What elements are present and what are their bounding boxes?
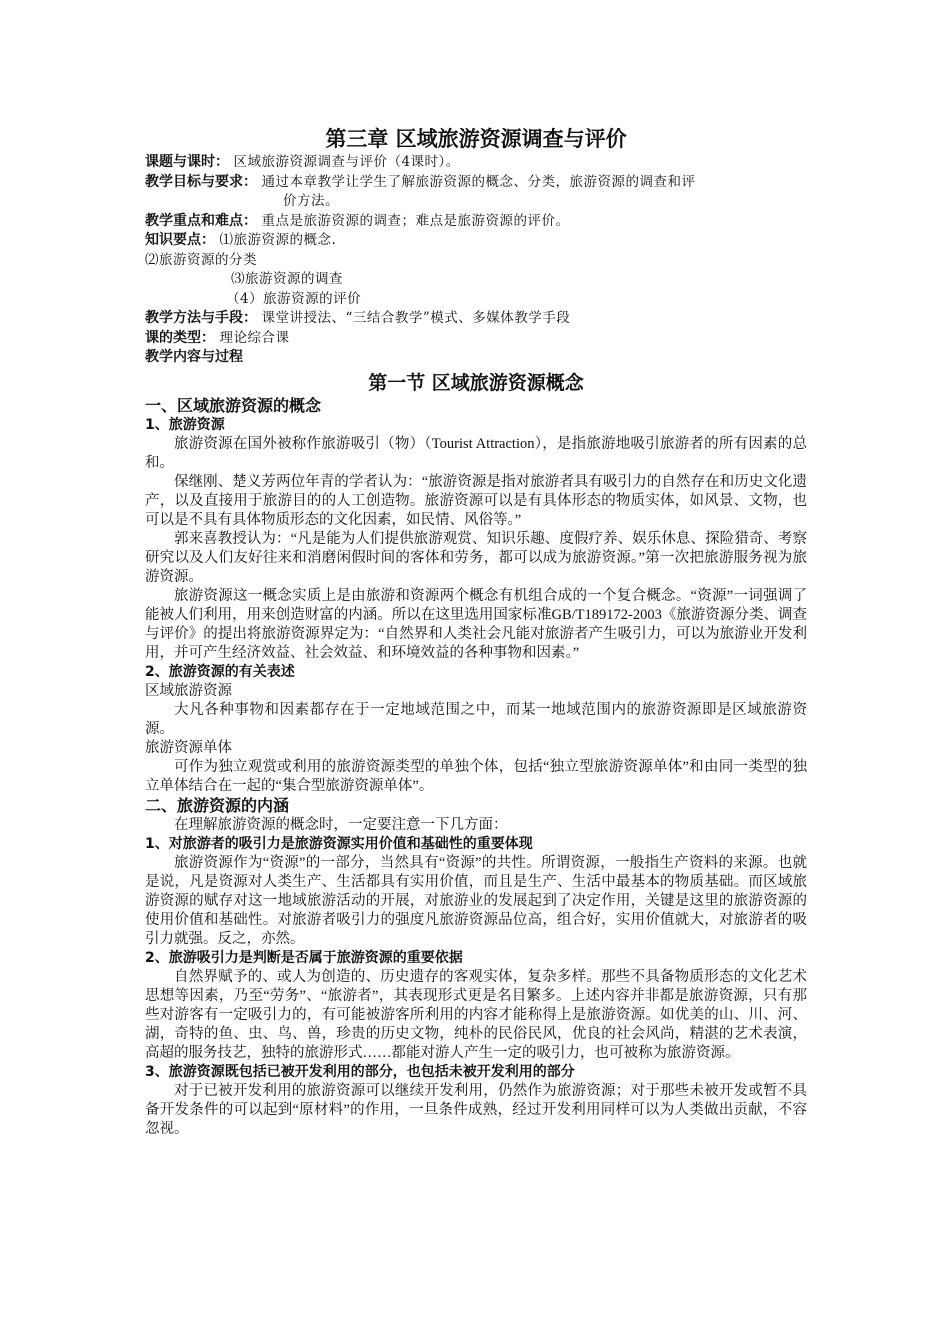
document-page <box>145 125 807 1139</box>
key-line <box>145 212 807 232</box>
points-label: 知识要点： <box>145 232 215 248</box>
type-line <box>145 329 807 349</box>
paragraph: 自然界赋予的、或人为创造的、历史遗存的客观实体，复杂多样。那些不具备物质形态的文化艺术思想等因素，乃至“劳务”、“旅游者”，其表现形式更是名目繁多。上述内容并非都是旅游资源，只有那些对游客有一定吸引力的，有可能被游客所利用的内容才能称得上是旅游资源。如优美的山、川、河、湖，奇特的鱼、虫、鸟、兽，珍贵的历史文物，纯朴的民俗民风，优良的社会风尚，精湛的艺术表演，高超的服务技艺，独特的旅游形式……都能对游人产生一定的吸引力，也可被称为旅游资源。 <box>145 968 807 1061</box>
paragraph: 在理解旅游资源的概念时，一定要注意一下几方面： <box>174 816 508 833</box>
goal-value: 通过本章教学让学生了解旅游资源的概念、分类，旅游资源的调查和评 <box>261 173 696 190</box>
key-value: 重点是旅游资源的调查；难点是旅游资源的评价。 <box>261 212 570 229</box>
point-2: ⑵旅游资源的分类 <box>145 251 257 268</box>
method-value: 课堂讲授法、“三结合教学”模式、多媒体教学手段 <box>261 310 571 326</box>
part2-sub1: 1、对旅游者的吸引力是旅游资源实用价值和基础性的重要体现 <box>145 835 533 852</box>
paragraph: 大凡各种事物和因素都存在于一定地域范围之中，而某一地域范围内的旅游资源即是区域旅游资源。 <box>145 701 807 737</box>
part1-sub2: 2、旅游资源的有关表述 <box>145 663 295 680</box>
points-line <box>145 231 807 251</box>
type-label: 课的类型： <box>145 329 215 346</box>
topic-value: 区域旅游资源调查与评价（4课时）。 <box>233 154 460 170</box>
part2-sub2: 2、旅游吸引力是判断是否属于旅游资源的重要依据 <box>145 949 463 966</box>
content-label: 教学内容与过程 <box>145 349 243 365</box>
term-label: 区域旅游资源 <box>145 682 232 699</box>
method-label: 教学方法与手段： <box>145 310 257 326</box>
topic-line <box>145 153 807 173</box>
part2-heading: 二、旅游资源的内涵 <box>145 795 290 815</box>
lesson-meta <box>145 153 807 368</box>
point-4: （4）旅游资源的评价 <box>226 290 362 307</box>
chapter-title: 第三章 区域旅游资源调查与评价 <box>325 127 627 151</box>
part1-heading: 一、区域旅游资源的概念 <box>145 395 322 415</box>
goal-value-cont: 价方法。 <box>283 193 339 209</box>
paragraph: 对于已被开发利用的旅游资源可以继续开发利用，仍然作为旅游资源；对于那些未被开发或暂不具备开发条件的可以起到“原材料”的作用，一旦条件成熟，经过开发利用同样可以为人类做出贡献，不容忽视。 <box>145 1082 807 1137</box>
paragraph: 旅游资源这一概念实质上是由旅游和资源两个概念有机组合成的一个复合概念。“资源”一词强调了能被人们利用，用来创造财富的内涵。所以在这里选用国家标准GB/T189172-2003《旅游资源分类、调查与评价》的提出将旅游资源界定为：“自然界和人类社会凡能对旅游者产生吸引力，可以为旅游业开发利用，并可产生经济效益、社会效益、和环境效益的各种事物和因素。” <box>145 587 807 661</box>
point-1: ⑴旅游资源的概念. <box>219 232 337 248</box>
goal-label: 教学目标与要求： <box>145 173 257 190</box>
part1-sub1: 1、旅游资源 <box>145 416 225 433</box>
topic-label: 课题与课时： <box>145 154 229 170</box>
type-value: 理论综合课 <box>219 329 290 346</box>
term-label: 旅游资源单体 <box>145 739 232 756</box>
paragraph: 可作为独立观赏或利用的旅游资源类型的单独个体，包括“独立型旅游资源单体”和由同一类型的独立单体结合在一起的“集合型旅游资源单体”。 <box>145 758 807 794</box>
paragraph: 保继刚、楚义芳两位年青的学者认为：“旅游资源是指对旅游者具有吸引力的自然存在和历史文化遗产，以及直接用于旅游目的的人工创造物。旅游资源可以是有具体形态的物质实体，如风景、文物，也可以是不具有具体物质形态的文化因素，如民情、风俗等。” <box>145 473 807 528</box>
paragraph: 郭来喜教授认为：“凡是能为人们提供旅游观赏、知识乐趣、度假疗养、娱乐休息、探险猎奇、考察研究以及人们友好往来和消磨闲假时间的客体和劳务，都可以成为旅游资源。”第一次把旅游服务视为旅游资源。 <box>145 530 807 585</box>
method-line <box>145 309 807 329</box>
paragraph: 旅游资源作为“资源”的一部分，当然具有“资源”的共性。所谓资源，一般指生产资料的来源。也就是说，凡是资源对人类生产、生活都具有实用价值，而且是生产、生活中最基本的物质基础。而区域旅游资源的赋存对这一地域旅游活动的开展，对旅游业的发展起到了决定作用，关键是这里的旅游资源的使用价值和基础性。对旅游者吸引力的强度凡旅游资源品位高，组合好，实用价值就大，对旅游者的吸引力就强。反之，亦然。 <box>145 854 807 947</box>
paragraph: 旅游资源在国外被称作旅游吸引（物）（Tourist Attraction），是指旅游地吸引旅游者的所有因素的总和。 <box>145 435 807 471</box>
point-3: ⑶旅游资源的调查 <box>231 271 343 287</box>
key-label: 教学重点和难点： <box>145 212 257 229</box>
goal-line <box>145 173 807 193</box>
section-title: 第一节 区域旅游资源概念 <box>368 371 584 394</box>
part2-sub3: 3、旅游资源既包括已被开发利用的部分，也包括未被开发利用的部分 <box>145 1063 575 1080</box>
